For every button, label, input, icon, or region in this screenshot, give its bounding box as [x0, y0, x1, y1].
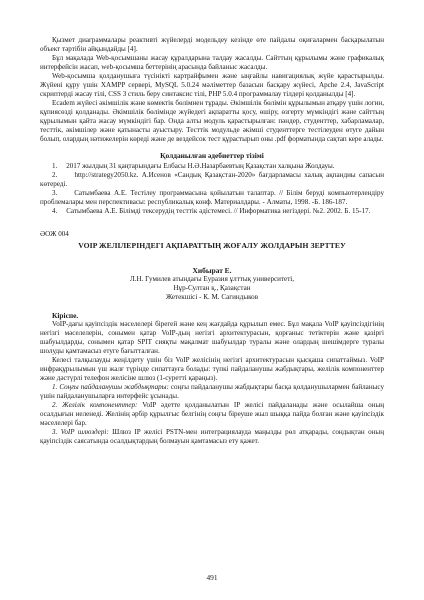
affiliation-line: Нұр-Султан қ., Қазақстан — [173, 284, 251, 292]
author-name: Хибырат Е. — [192, 266, 232, 275]
paragraph: Бұл мақалада Web-қосымшаны жасау құралдарына талдау жасалды. Сайттың құрылымы және графикалық интерфейсін жасап, web-қосымша беттерінің арасында байланыс жасалды. — [40, 54, 384, 71]
top-section — [40, 36, 384, 144]
list-item — [40, 401, 384, 428]
article-title: VOIP ЖЕЛІЛЕРІНДЕГІ АҚПАРАТТЫҢ ЖОҒАЛУ ЖОЛДАРЫН ЗЕРТТЕУ — [78, 241, 346, 250]
supervisor-line: Жетекшісі - К. М. Сагиндыков — [165, 293, 259, 301]
list-item — [40, 428, 384, 446]
reference-item: 3. Сатымбаева А.Е. Тестілеу программасына қойылатын талаптар. // Білім беруді компьютерлендіру проблемалары мен перспективасы: республикалық конф. Материалдары. - Алматы, 1998. -Б. 186-187. — [40, 189, 384, 206]
list-item-text: VoIP әдетте қолданылатын IP желісі пайдаланады және осылайша оның осалдығын иеленеді. Желінің әрбір құрылғыс белгінің соңғы біреуше жыл шыққа пайда болған және қауіпсіздік мәселелері бар. — [40, 401, 385, 427]
paragraph: Ecadem жүйесі әкімшілік және көмектік бөлімнен тұрады. Әкімшілік бөлімін құрылымын атқару үшін логин, құпиясөзді қолданады. Әкімшілік бөлімінде жүйедегі ақпаратты қосу, өшіру, өзгерту мүмкіндігі және сайттың құрылымын қайта жасау мүмкіндігі бар. Онда алты модуль қарастырылған: пәндер, студенттер, хабарламалар, тесттік, әкімшілер және қатынасты ауыстыру. Тесттік модульде әкімші студенттерге тестілеуден өтуге дайын болып, олардың нәтижелерін көреді және де вездейсок тест құрастырып оны .pdf форматында сақтап кере алады. — [40, 99, 384, 143]
list-item-text: соңғы пайдаланушы жабдықтары басқа қолданушылармен байланысу үшін пайдаланушыларға интерфейс ұсынады. — [40, 383, 384, 400]
paragraph: Web-қосымша қолданушыға түсінікті картрайфымен және ыңғайлы навигациялық жүйе қарастырылды. Жүйені құру үшін XAMPP сервері, MySQL 5.0.24 мәліметтер базасын басқару жүйесі, Apche 2.4, JavaScript скриптерді жасау тілі, CSS 3 стиль беру синтаксис тілі, PHP 5.0.4 программалау тілдері қолданылды [4]. — [40, 72, 384, 98]
udc-code: ӘОЖ 004 — [40, 230, 69, 238]
list-item-lead: 2. Желілік компоненттер: — [52, 401, 138, 409]
reference-item: 2. http://strategy2050.kz. А.Исенов «Сандық Қазақстан-2020» бағдарламасы халық ақпандиы сапасын көтереді. — [40, 171, 384, 188]
references-heading: Қолданылған әдебиеттер тізімі — [160, 151, 264, 160]
page-number: 491 — [206, 573, 218, 582]
list-item-lead: 1. Соңғы пайдаланушы жабдықтары: — [52, 383, 169, 391]
list-item — [40, 383, 384, 401]
affiliation-line: Л.Н. Гумилев атындағы Еуразия ұлттық университеті, — [129, 275, 295, 283]
list-item-lead: 3. VoIP шлюздері: — [52, 428, 109, 436]
intro-heading: Кіріспе. — [52, 311, 79, 320]
reference-item: 4. Сатымбаева А.Е. Білімді тексерудің тесттік әдістемесі. // Информатика негіздері. №2. 2002. Б. 15-17. — [52, 207, 371, 215]
list-item-text: Шлюз IP желісі PSTN-мен интеграциялауда маңызды рөл атқарады, сондықтан оның қауіпсіздік саясатында осалдықтардың болмауын қамтамасыз ету қажет. — [40, 428, 384, 445]
reference-item: 1. 2017 жылдың 31 қаңтарындағы Елбасы Н.Ә.Назарбаевтың Қазақстан халқына Жолдауы. — [52, 162, 335, 170]
paragraph: Қызмет диаграммалары реактивті жүйелерді модельдеу кезінде өте пайдалы оқиғалармен басқарылатын объект тәртібін айқындайды [4]. — [40, 36, 384, 53]
references-list — [40, 162, 384, 216]
paragraph: VoIP-дағы қауіпсіздік мәселелері бірегей және кең жағдайда құрылып емес. Бұл мақала VoIP қауіпсіздігінің негізгі мәселелерін, сонымен қатар VoIP-дың негізгі архитектурасын, қорғаныс тетіктерін және қазіргі шабуылдарды, сонымен қатар SPIT сияқты мақалмат шабуылдар туралы және олардың шешімдерге туралы шолуды қамтамасыз етуге бағытталған. — [40, 320, 384, 355]
paragraph: Келесі талқылауды жеңілдету үшін біз VoIP желісінің негізгі архитектурасын қысқаша сипаттаймыз. VoIP инфрақұрылымын үш жалғ түрінде сипаттауға болады: түпкі пайдаланушы жабдықтары, желілік компоненттер және дәстүрлі телефон желісіне шлюз (1-суретті қараңыз). — [40, 356, 384, 382]
